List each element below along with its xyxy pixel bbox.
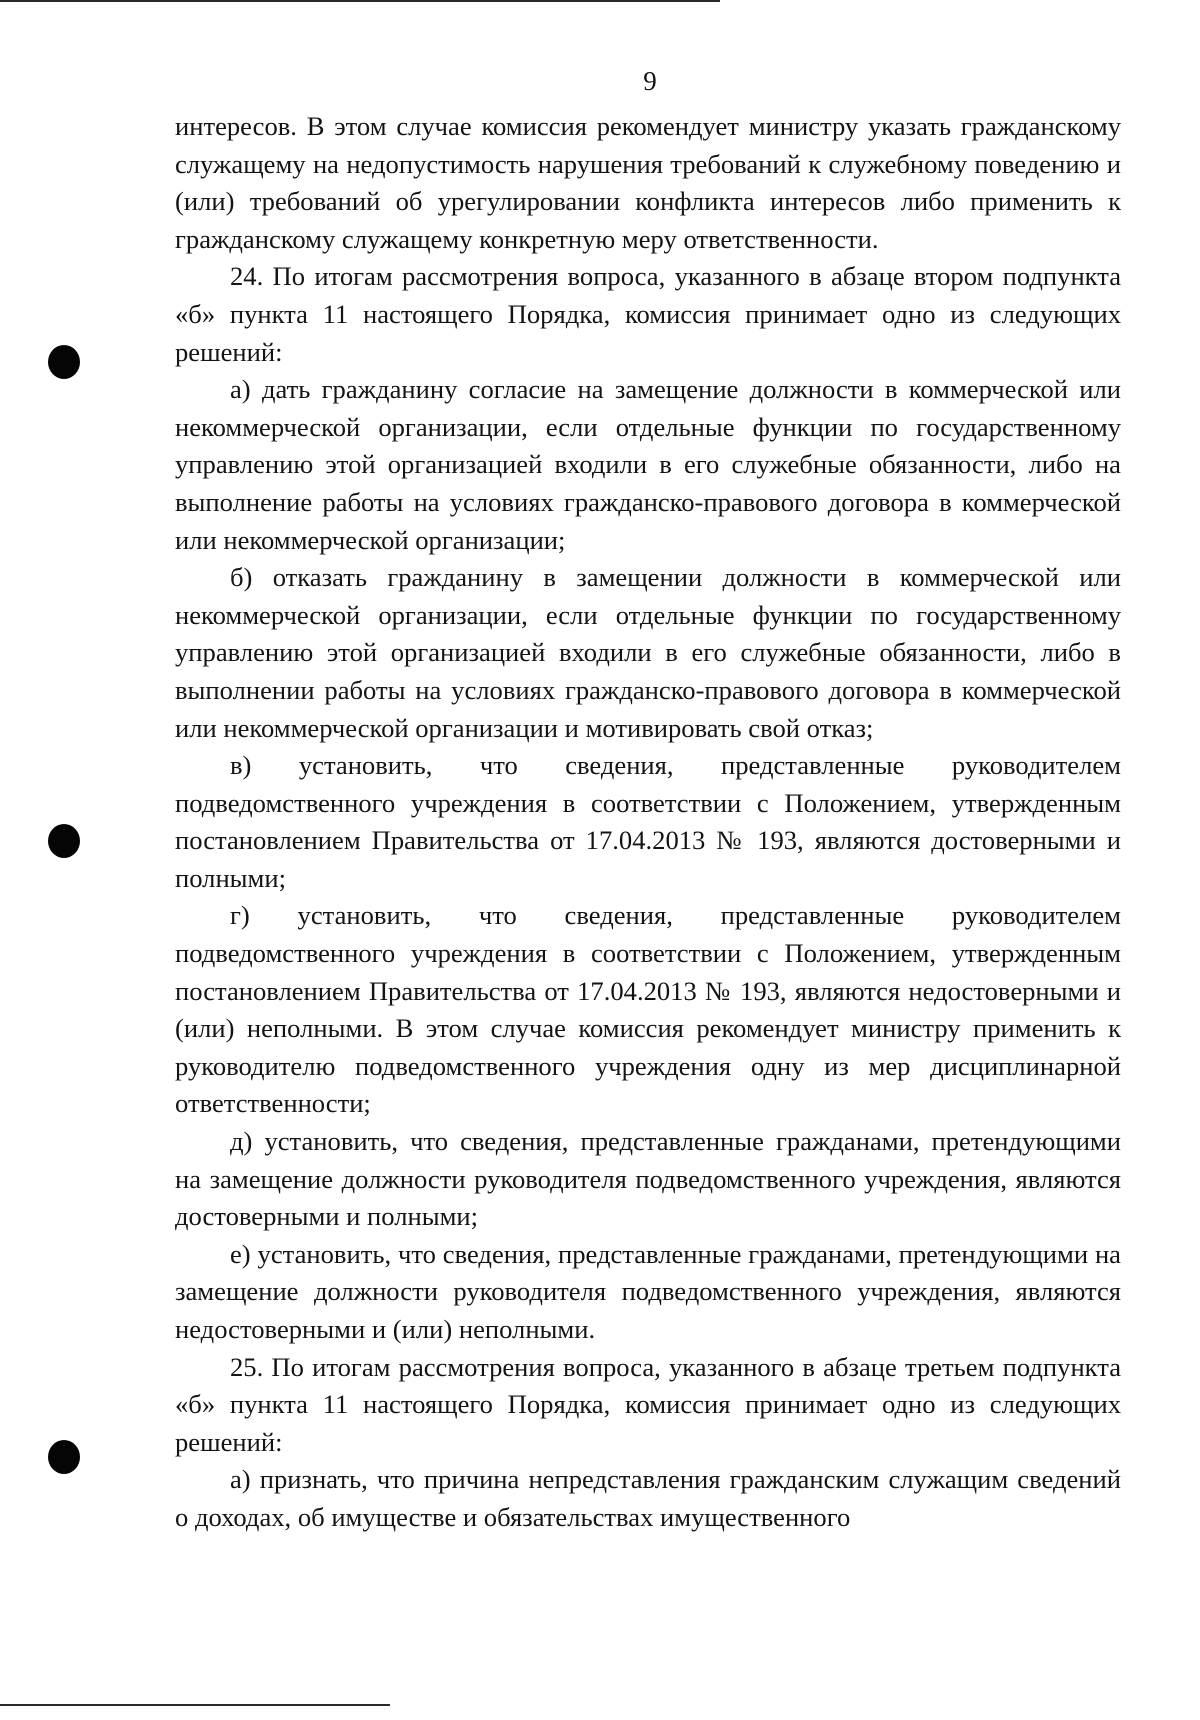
document-body xyxy=(175,108,1121,1537)
paragraph-24-b: б) отказать гражданину в замещении должности в коммерческой или некоммерческой организации, если отдельные функции по государственному управлению этой организацией входили в его служебные обязанности, либо в выполнении работы на условиях гражданско-правового договора в коммерческой или некоммерческой организации и мотивировать свой отказ; xyxy=(175,562,1121,743)
paragraph-24: 24. По итогам рассмотрения вопроса, указанного в абзаце втором подпункта «б» пункта 11 настоящего Порядка, комиссия принимает одно из следующих решений: xyxy=(175,261,1121,367)
paragraph-24-g: г) установить, что сведения, представленные руководителем подведомственного учреждения в соответствии с Положением, утвержденным постановлением Правительства от 17.04.2013 № 193, являются недостоверными и (или) неполными. В этом случае комиссия рекомендует министру применить к руководителю подведомственного учреждения одну из мер дисциплинарной ответственности; xyxy=(175,900,1121,1119)
punch-hole-mark xyxy=(48,345,80,379)
paragraph-24-e: е) установить, что сведения, представленные гражданами, претендующими на замещение должности руководителя подведомственного учреждения, являются недостоверными и (или) неполными. xyxy=(175,1238,1121,1344)
page-number: 9 xyxy=(643,66,657,96)
scan-edge-line-top xyxy=(0,0,720,2)
paragraph-25: 25. По итогам рассмотрения вопроса, указанного в абзаце третьем подпункта «б» пункта 11 настоящего Порядка, комиссия принимает одно из следующих решений: xyxy=(175,1351,1121,1457)
paragraph-24-d: д) установить, что сведения, представленные гражданами, претендующими на замещение должности руководителя подведомственного учреждения, являются достоверными и полными; xyxy=(175,1126,1121,1232)
scan-edge-line-bottom xyxy=(0,1704,390,1706)
punch-hole-mark xyxy=(48,1440,80,1474)
paragraph-24-a: а) дать гражданину согласие на замещение должности в коммерческой или некоммерческой организации, если отдельные функции по государственному управлению этой организацией входили в его служебные обязанности, либо на выполнение работы на условиях гражданско-правового договора в коммерческой или некоммерческой организации; xyxy=(175,374,1121,555)
paragraph-24-v: в) установить, что сведения, представленные руководителем подведомственного учреждения в соответствии с Положением, утвержденным постановлением Правительства от 17.04.2013 № 193, являются достоверными и полными; xyxy=(175,750,1121,893)
punch-hole-mark xyxy=(48,824,80,858)
paragraph-25-a: а) признать, что причина непредставления гражданским служащим сведений о доходах, об имуществе и обязательствах имущественного xyxy=(175,1464,1121,1532)
paragraph-continued: интересов. В этом случае комиссия рекомендует министру указать гражданскому служащему на недопустимость нарушения требований к служебному поведению и (или) требований об урегулировании конфликта интересов либо применить к гражданскому служащему конкретную меру ответственности. xyxy=(175,111,1121,254)
